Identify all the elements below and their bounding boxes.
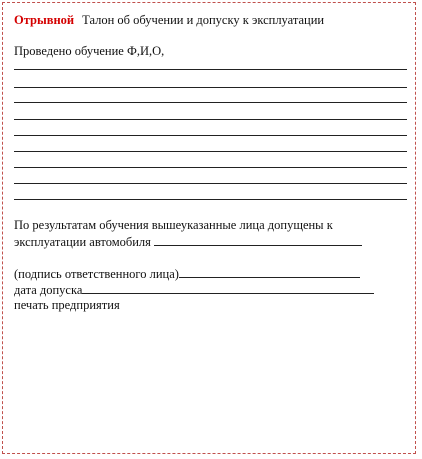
vehicle-blank [154,234,362,246]
date-label: дата допуска [14,283,83,297]
date-blank [82,282,374,294]
tear-off-coupon [2,2,416,454]
signature-blank [179,266,360,278]
name-line-8 [14,183,407,184]
name-line-6 [14,151,407,152]
name-line-5 [14,135,407,136]
vehicle-label: эксплуатации автомобиля [14,235,151,249]
name-line-1 [14,69,407,70]
date-line [14,282,374,298]
coupon-title: Талон об обучении и допуску к эксплуатации [82,13,325,27]
signature-line [14,266,360,282]
stamp-label: печать предприятия [14,298,120,312]
name-line-7 [14,167,407,168]
result-text-line2 [14,234,362,250]
name-line-2 [14,87,407,88]
name-line-9 [14,199,407,200]
result-text-line1: По результатам обучения вышеуказанные лица допущены к [14,218,333,232]
coupon-tag: Отрывной [14,13,75,27]
signature-label: (подпись ответственного лица) [14,267,179,281]
trained-label: Проведено обучение Ф,И,О, [14,44,165,58]
coupon-header [14,13,324,28]
name-line-3 [14,102,407,103]
name-line-4 [14,119,407,120]
